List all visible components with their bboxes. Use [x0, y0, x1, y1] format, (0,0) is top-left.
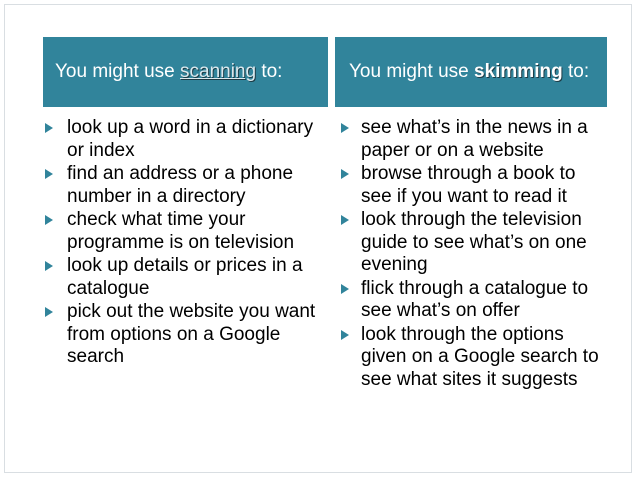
skimming-keyword: skimming	[474, 61, 563, 82]
list-item-text: look up details or prices in a catalogue	[67, 255, 303, 299]
list-item-text: look up a word in a dictionary or index	[67, 117, 314, 161]
list-item-text: browse through a book to see if you want to read it	[361, 163, 576, 207]
list-item	[43, 209, 325, 254]
triangle-bullet-icon	[45, 307, 53, 317]
list-item-text: find an address or a phone number in a directory	[67, 163, 294, 207]
list-item	[337, 117, 607, 162]
list-item-text: look through the options given on a Google search to see what sites it suggests	[361, 323, 599, 390]
triangle-bullet-icon	[341, 330, 349, 340]
skimming-header	[335, 37, 607, 107]
triangle-bullet-icon	[341, 215, 349, 225]
triangle-bullet-icon	[341, 284, 349, 294]
slide	[4, 4, 632, 473]
skimming-header-text	[349, 60, 589, 84]
triangle-bullet-icon	[45, 123, 53, 133]
scanning-list	[43, 117, 325, 370]
triangle-bullet-icon	[341, 169, 349, 179]
list-item	[337, 278, 607, 323]
list-item-text: pick out the website you want from options on a Google search	[67, 301, 316, 367]
list-item-text: look through the television guide to see what’s on one evening	[361, 209, 587, 275]
skimming-header-prefix: You might use	[349, 61, 474, 82]
scanning-header-prefix: You might use	[55, 61, 180, 82]
triangle-bullet-icon	[45, 169, 53, 179]
triangle-bullet-icon	[45, 215, 53, 225]
triangle-bullet-icon	[341, 123, 349, 133]
list-item	[337, 163, 607, 208]
scanning-header-text	[55, 60, 282, 84]
scanning-header	[43, 37, 328, 107]
list-item-text: see what’s in the news in a paper or on a website	[361, 117, 588, 161]
skimming-list	[337, 117, 607, 392]
skimming-header-suffix: to:	[562, 61, 590, 82]
list-item	[43, 255, 325, 300]
triangle-bullet-icon	[45, 261, 53, 271]
list-item	[337, 324, 607, 392]
scanning-header-suffix: to:	[256, 61, 283, 82]
list-item	[337, 209, 607, 277]
list-item	[43, 163, 325, 208]
scanning-keyword: scanning	[180, 61, 257, 82]
list-item-text: flick through a catalogue to see what’s on offer	[361, 277, 589, 321]
list-item	[43, 117, 325, 162]
list-item	[43, 301, 325, 369]
list-item-text: check what time your programme is on television	[67, 209, 295, 253]
